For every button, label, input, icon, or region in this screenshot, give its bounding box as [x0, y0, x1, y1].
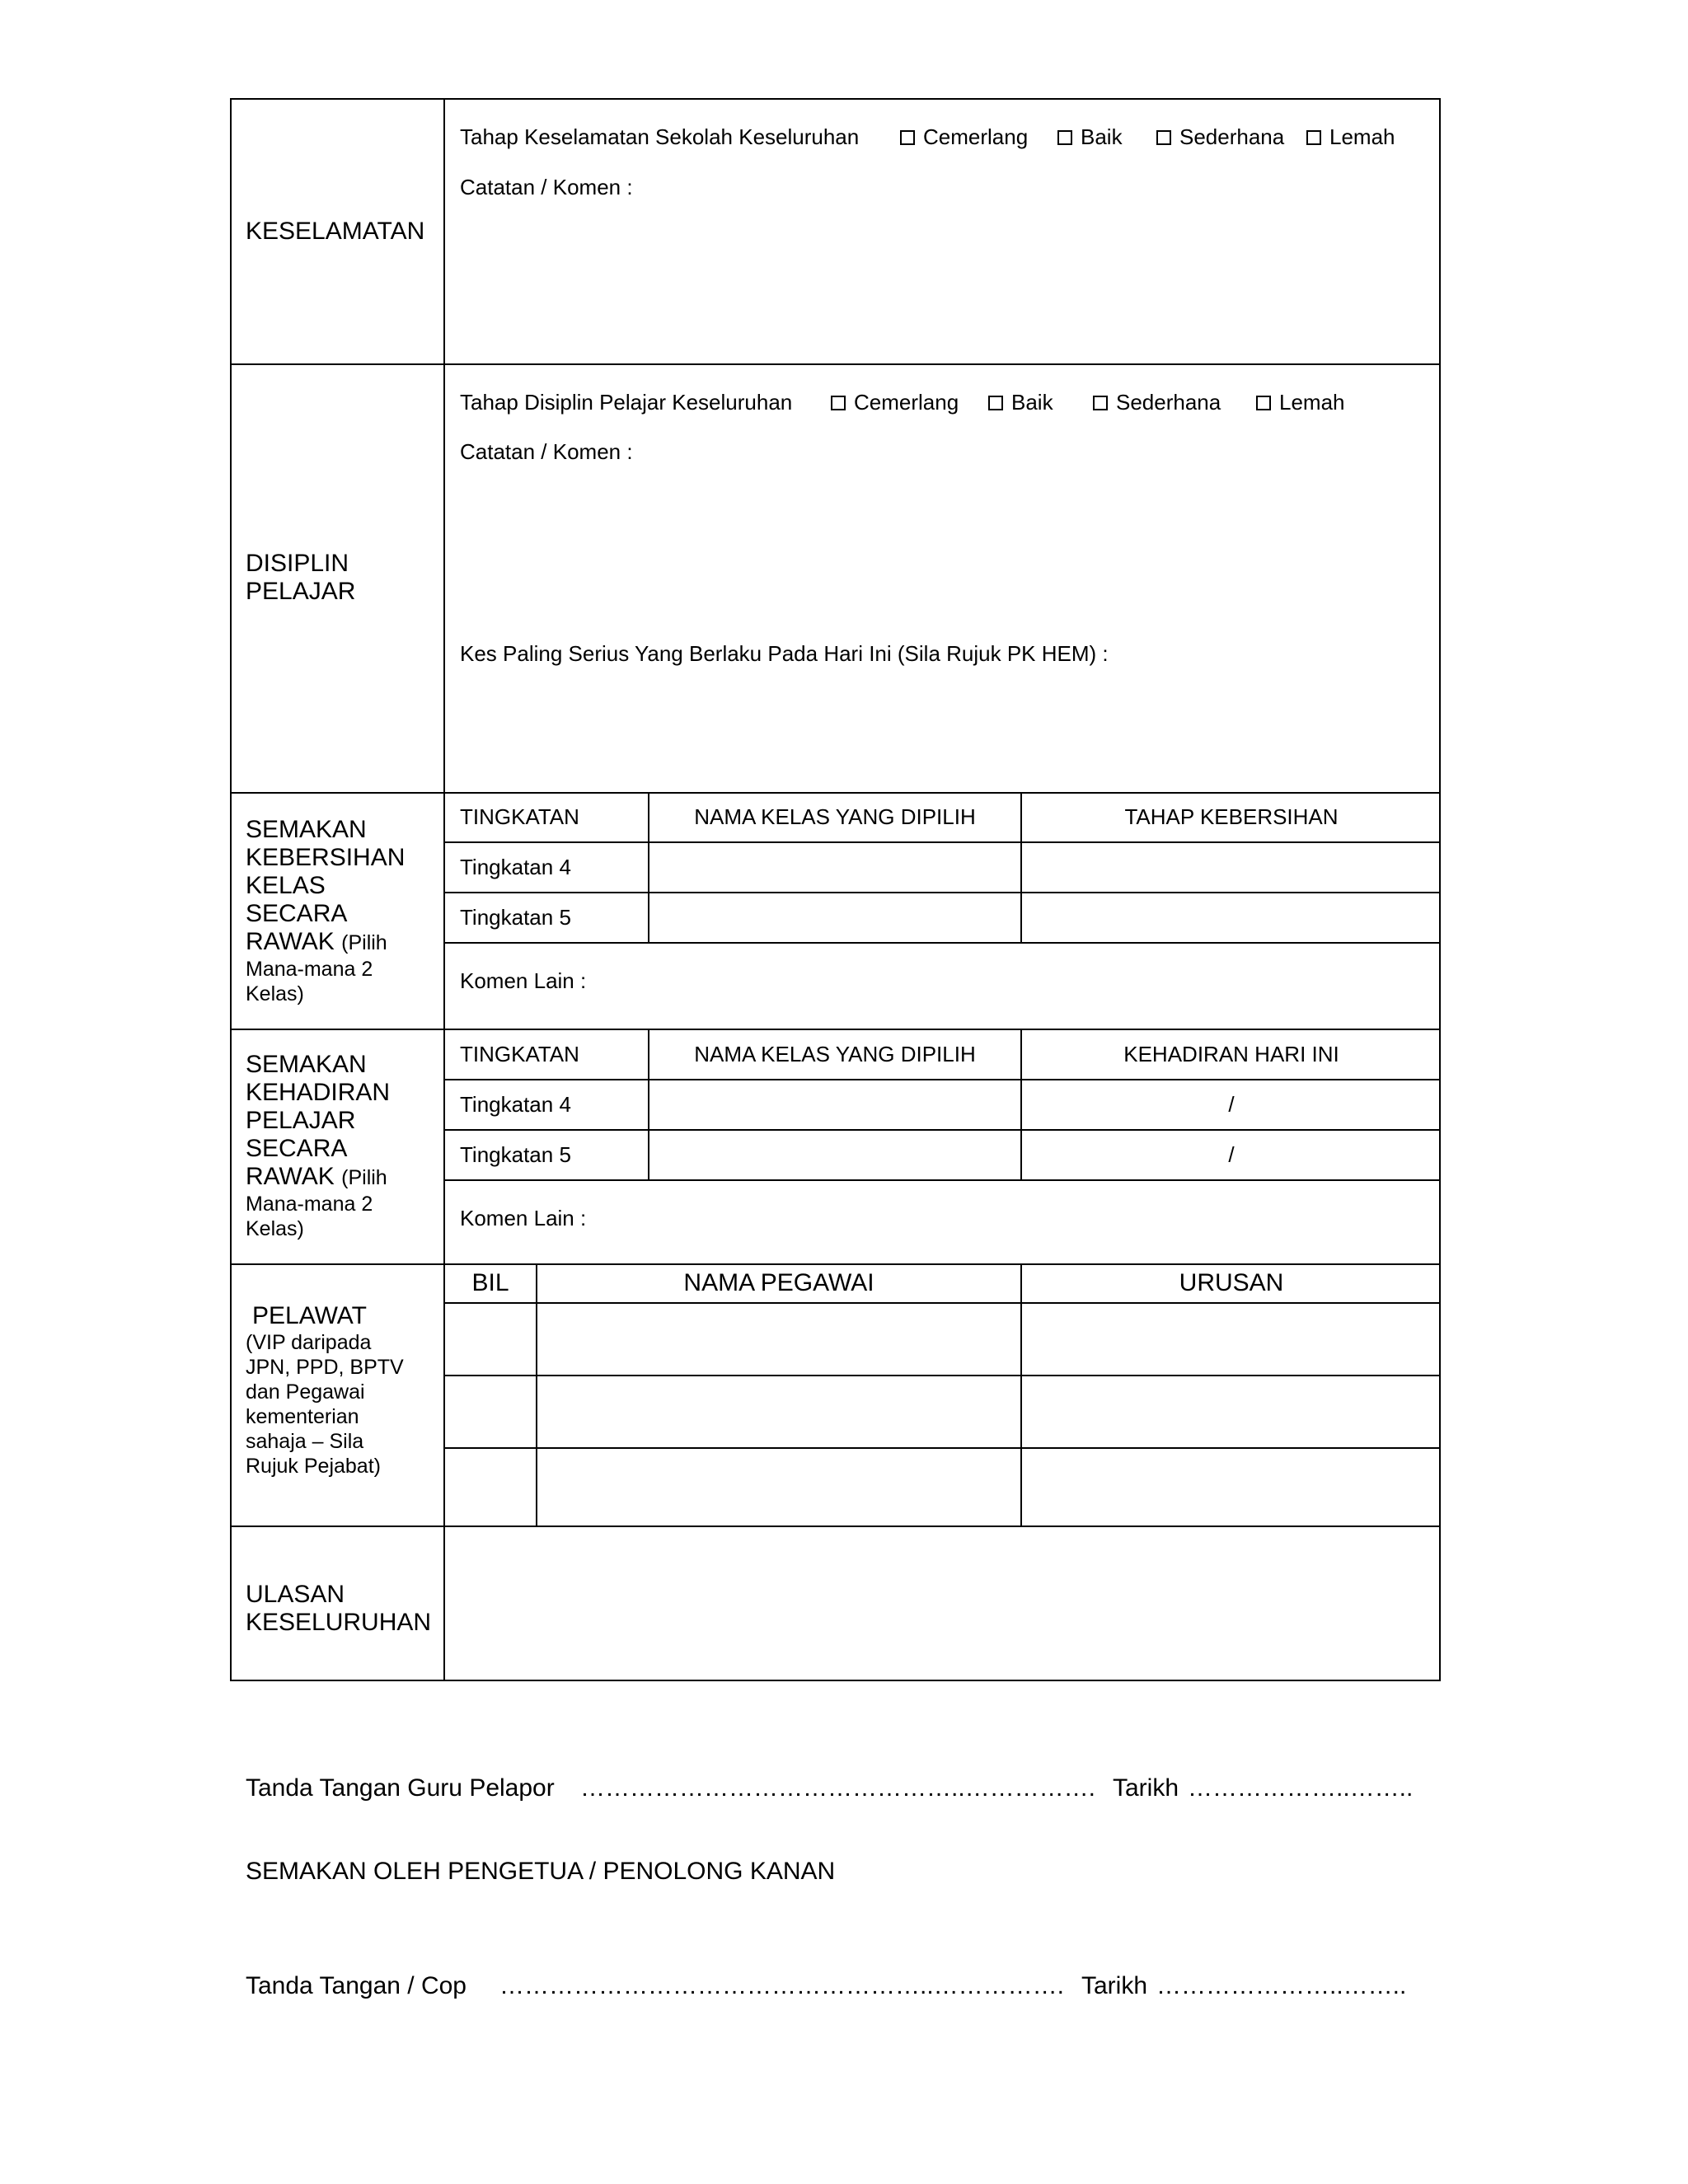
- discipline-option-sederhana[interactable]: Sederhana: [1093, 390, 1221, 415]
- table-cell-tingkatan: Tingkatan 4: [460, 855, 571, 879]
- label-line: PELAJAR: [246, 578, 356, 605]
- table-row-divider: [443, 1079, 1441, 1080]
- date-field-1[interactable]: ………………..……..: [1188, 1774, 1414, 1802]
- stamp-signature-field[interactable]: ……………………………………………..…………….: [499, 1972, 1065, 1999]
- review-heading: SEMAKAN OLEH PENGETUA / PENOLONG KANAN: [246, 1858, 836, 1885]
- table-row[interactable]: [445, 1305, 1439, 1374]
- reporter-signature-label: Tanda Tangan Guru Pelapor: [246, 1774, 555, 1802]
- label-line: PELAWAT: [252, 1302, 367, 1329]
- section-label-keselamatan: KESELAMATAN: [246, 218, 425, 245]
- safety-comment-label: Catatan / Komen :: [460, 175, 633, 199]
- label-line: ULASAN: [246, 1581, 345, 1608]
- safety-comment-area[interactable]: [457, 206, 1430, 354]
- table-row-divider: [443, 1447, 1441, 1449]
- date-field-2[interactable]: …………………..……..: [1156, 1972, 1407, 1999]
- date-label-2: Tarikh: [1081, 1972, 1148, 1999]
- checkbox-icon[interactable]: [1256, 396, 1271, 410]
- overall-review-area[interactable]: [447, 1529, 1439, 1680]
- discipline-comment-label: Catatan / Komen :: [460, 439, 633, 464]
- table-header-tingkatan: TINGKATAN: [460, 1042, 579, 1066]
- checkbox-icon[interactable]: [988, 396, 1003, 410]
- table-header-nama-pegawai: NAMA PEGAWAI: [683, 1269, 874, 1296]
- label-line: (VIP daripada: [246, 1331, 372, 1354]
- table-cell-kebersihan[interactable]: [1024, 844, 1439, 890]
- section-divider: [230, 1263, 1441, 1265]
- label-line: SECARA: [246, 1135, 348, 1162]
- label-line: KELAS: [246, 872, 326, 899]
- cleanliness-comment-label: Komen Lain :: [460, 968, 587, 993]
- label-line: SEMAKAN: [246, 816, 367, 843]
- section-divider: [230, 1526, 1441, 1527]
- label-line: KESELURUHAN: [246, 1609, 432, 1636]
- checkbox-icon[interactable]: [1306, 130, 1321, 145]
- table-row-divider: [443, 942, 1441, 944]
- section-divider: [230, 363, 1441, 365]
- stamp-signature-label: Tanda Tangan / Cop: [246, 1972, 467, 1999]
- table-header-kelas: NAMA KELAS YANG DIPILIH: [694, 804, 976, 829]
- checkbox-icon[interactable]: [1093, 396, 1108, 410]
- table-row-divider: [443, 841, 1441, 843]
- reporter-signature-line: [246, 1774, 555, 1802]
- label-line: SEMAKAN: [246, 1051, 367, 1078]
- serious-case-label: Kes Paling Serius Yang Berlaku Pada Hari Ini (Sila Rujuk PK HEM) :: [460, 641, 1109, 666]
- section-divider: [230, 1029, 1441, 1030]
- discipline-option-baik[interactable]: Baik: [988, 390, 1053, 415]
- discipline-rating-label: Tahap Disiplin Pelajar Keseluruhan: [460, 390, 793, 415]
- table-cell-kelas[interactable]: [651, 1132, 1019, 1178]
- table-row-divider: [443, 1302, 1441, 1304]
- discipline-comment-area[interactable]: [457, 474, 1430, 630]
- label-line: Kelas): [246, 982, 304, 1005]
- label-line: KEHADIRAN: [246, 1079, 391, 1106]
- table-header-kebersihan: TAHAP KEBERSIHAN: [1124, 804, 1339, 829]
- table-cell-kebersihan[interactable]: [1024, 894, 1439, 940]
- label-line: Mana-mana 2: [246, 1193, 373, 1216]
- table-cell-kehadiran[interactable]: /: [1228, 1142, 1235, 1167]
- section-label-pelawat: [246, 1302, 404, 1479]
- table-row[interactable]: [445, 1450, 1439, 1524]
- attendance-comment-label: Komen Lain :: [460, 1206, 587, 1230]
- label-line: kementerian: [246, 1405, 359, 1428]
- table-cell-tingkatan: Tingkatan 5: [460, 905, 571, 930]
- label-line: PELAJAR: [246, 1107, 356, 1134]
- table-cell-kelas[interactable]: [651, 1081, 1019, 1127]
- discipline-option-cemerlang[interactable]: Cemerlang: [831, 390, 959, 415]
- table-cell-tingkatan: Tingkatan 4: [460, 1092, 571, 1117]
- section-label-kehadiran: [246, 1051, 390, 1241]
- table-row-divider: [443, 892, 1441, 893]
- table-cell-kelas[interactable]: [651, 894, 1019, 940]
- reporter-signature-field[interactable]: ………………………………………..…………….: [580, 1774, 1096, 1802]
- checkbox-icon[interactable]: [1156, 130, 1171, 145]
- table-row[interactable]: [445, 1377, 1439, 1446]
- table-header-kehadiran: KEHADIRAN HARI INI: [1123, 1042, 1339, 1066]
- label-line: DISIPLIN: [246, 550, 349, 577]
- label-line: RAWAK (Pilih: [246, 928, 387, 955]
- safety-option-sederhana[interactable]: Sederhana: [1156, 124, 1284, 149]
- label-line: KEBERSIHAN: [246, 844, 406, 871]
- safety-option-cemerlang[interactable]: Cemerlang: [900, 124, 1028, 149]
- section-label-kebersihan: [246, 816, 405, 1006]
- section-label-disiplin: [246, 550, 355, 606]
- table-row-divider: [443, 1375, 1441, 1376]
- table-header-kelas: NAMA KELAS YANG DIPILIH: [694, 1042, 976, 1066]
- table-row-divider: [443, 1129, 1441, 1131]
- label-line: Mana-mana 2: [246, 958, 373, 981]
- safety-option-lemah[interactable]: Lemah: [1306, 124, 1395, 149]
- table-cell-kehadiran[interactable]: /: [1228, 1092, 1235, 1117]
- table-cell-kelas[interactable]: [651, 844, 1019, 890]
- table-header-bil: BIL: [471, 1269, 509, 1296]
- table-header-tingkatan: TINGKATAN: [460, 804, 579, 829]
- table-row-divider: [443, 1179, 1441, 1181]
- label-line: Kelas): [246, 1217, 304, 1240]
- section-divider: [230, 792, 1441, 794]
- label-line: dan Pegawai: [246, 1380, 365, 1404]
- table-header-urusan: URUSAN: [1179, 1269, 1284, 1296]
- label-line: SECARA: [246, 900, 348, 927]
- safety-option-baik[interactable]: Baik: [1057, 124, 1123, 149]
- checkbox-icon[interactable]: [1057, 130, 1072, 145]
- safety-rating-label: Tahap Keselamatan Sekolah Keseluruhan: [460, 124, 860, 149]
- discipline-option-lemah[interactable]: Lemah: [1256, 390, 1345, 415]
- label-line: RAWAK (Pilih: [246, 1163, 387, 1190]
- label-line: JPN, PPD, BPTV: [246, 1356, 404, 1379]
- checkbox-icon[interactable]: [900, 130, 915, 145]
- checkbox-icon[interactable]: [831, 396, 846, 410]
- label-line: sahaja – Sila: [246, 1430, 364, 1453]
- serious-case-area[interactable]: [457, 672, 1430, 783]
- section-label-ulasan: [246, 1581, 431, 1637]
- label-line: Rujuk Pejabat): [246, 1455, 381, 1478]
- date-label-1: Tarikh: [1113, 1774, 1179, 1802]
- table-cell-tingkatan: Tingkatan 5: [460, 1142, 571, 1167]
